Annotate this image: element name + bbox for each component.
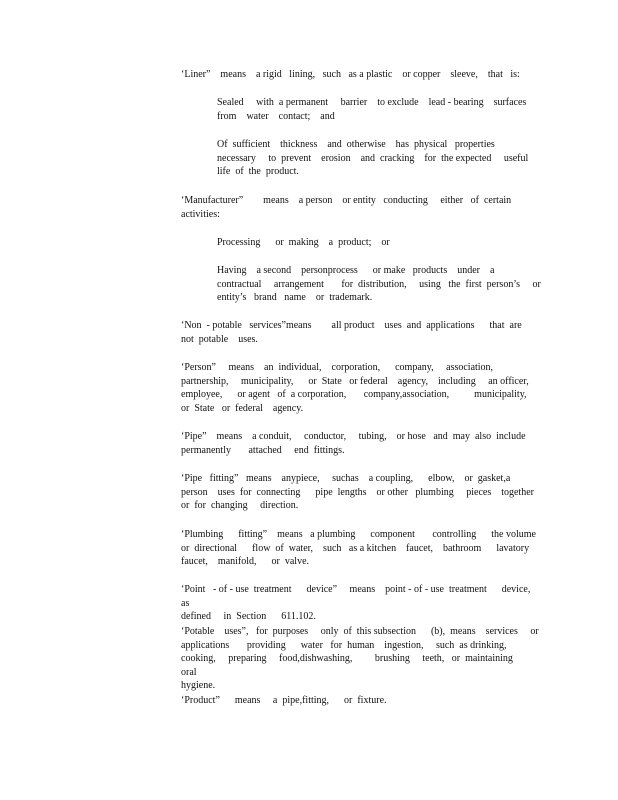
liner-clause-sealed: Sealed with a permanent barrier to exclude lead - bearing surfaces from water contact; and bbox=[217, 97, 527, 122]
manufacturer-clause-processing: Processing or making a product; or bbox=[217, 237, 390, 248]
definition-product: ‘Product” means a pipe,fitting, or fixture. bbox=[181, 695, 387, 706]
definition-potable-uses: ‘Potable uses”, for purposes only of this subsection (b), means services or applications providing water for human ingestion, such as drinking, cooking, preparing food,dishwashing, brushing teeth, or maintaining oral hygiene. bbox=[181, 626, 539, 692]
definition-pipe-fitting: ‘Pipe fitting” means anypiece, suchas a coupling, elbow, or gasket,a person uses for connecting pipe lengths or other plumbing pieces together or for changing direction. bbox=[181, 473, 534, 512]
manufacturer-clause-contractual: Having a second personprocess or make products under a contractual arrangement for distribution, using the first person’s or entity’s brand name or trademark. bbox=[217, 265, 541, 304]
definition-person: ‘Person” means an individual, corporation, company, association, partnership, municipality, or State or federal agency, including an officer, employee, or agent of a corporation, company,association, municipality, or State or federal agency. bbox=[181, 362, 529, 414]
definition-non-potable-services: ‘Non - potable services”means all product uses and applications that are not potable uses. bbox=[181, 320, 522, 345]
definition-point-of-use-device: ‘Point - of - use treatment device” means point - of - use treatment device, as defined in Section 611.102. bbox=[181, 584, 531, 623]
definition-manufacturer: ‘Manufacturer” means a person or entity conducting either of certain activities: bbox=[181, 195, 512, 220]
definition-plumbing-fitting: ‘Plumbing fitting” means a plumbing component controlling the volume or directional flow of water, such as a kitchen faucet, bathroom lavatory faucet, manifold, or valve. bbox=[181, 529, 536, 568]
definition-liner: ‘Liner” means a rigid lining, such as a plastic or copper sleeve, that is: bbox=[181, 69, 520, 80]
definition-pipe: ‘Pipe” means a conduit, conductor, tubing, or hose and may also include permanently attached end fittings. bbox=[181, 431, 526, 456]
liner-clause-thickness: Of sufficient thickness and otherwise has physical properties necessary to prevent erosion and cracking for the expected useful life of the product. bbox=[217, 139, 529, 178]
